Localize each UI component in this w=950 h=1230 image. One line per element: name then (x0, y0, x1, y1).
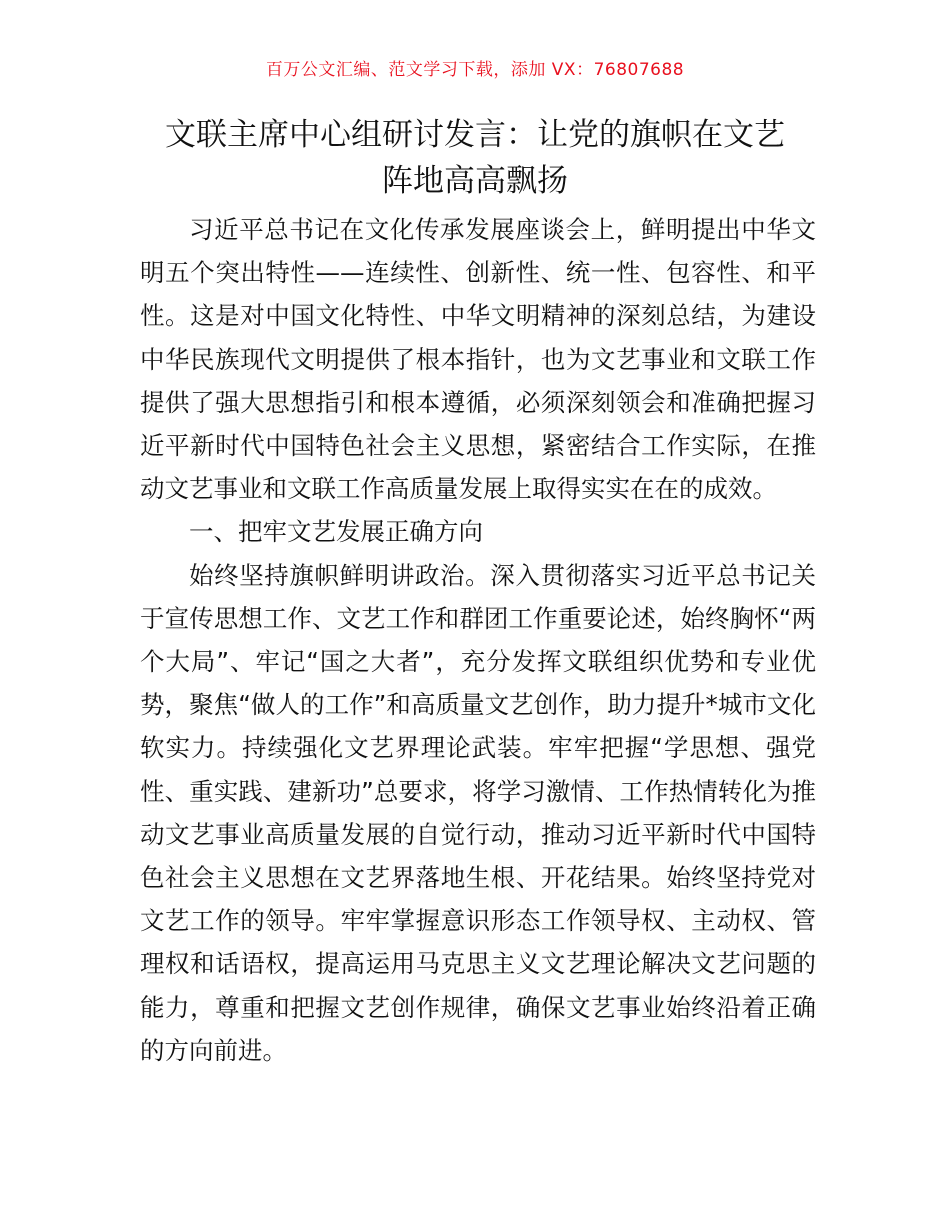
title-line-1: 文联主席中心组研讨发言：让党的旗帜在文艺 (165, 117, 785, 153)
header-watermark-note: 百万公文汇编、范文学习下载，添加 VX：76807688 (265, 60, 685, 80)
document-body (140, 208, 816, 1072)
document-title (110, 112, 840, 204)
section-paragraph: 始终坚持旗帜鲜明讲政治。深入贯彻落实习近平总书记关于宣传思想工作、文艺工作和群团工作重要论述，始终胸怀“两个大局”、牢记“国之大者”，充分发挥文联组织优势和专业优势，聚焦“做人的工作”和高质量文艺创作，助力提升*城市文化软实力。持续强化文艺界理论武装。牢牢把握“学思想、强党性、重实践、建新功”总要求，将学习激情、工作热情转化为推动文艺事业高质量发展的自觉行动，推动习近平新时代中国特色社会主义思想在文艺界落地生根、开花结果。始终坚持党对文艺工作的领导。牢牢掌握意识形态工作领导权、主动权、管理权和话语权，提高运用马克思主义文艺理论解决文艺问题的能力，尊重和把握文艺创作规律，确保文艺事业始终沿着正确的方向前进。 (140, 560, 816, 1065)
section-heading: 一、把牢文艺发展正确方向 (189, 517, 483, 547)
title-line-2: 阵地高高飘扬 (382, 163, 568, 199)
intro-paragraph: 习近平总书记在文化传承发展座谈会上，鲜明提出中华文明五个突出特性——连续性、创新性、统一性、包容性、和平性。这是对中国文化特性、中华文明精神的深刻总结，为建设中华民族现代文明提供了根本指针，也为文艺事业和文联工作提供了强大思想指引和根本遵循，必须深刻领会和准确把握习近平新时代中国特色社会主义思想，紧密结合工作实际，在推动文艺事业和文联工作高质量发展上取得实实在在的成效。 (140, 215, 816, 504)
